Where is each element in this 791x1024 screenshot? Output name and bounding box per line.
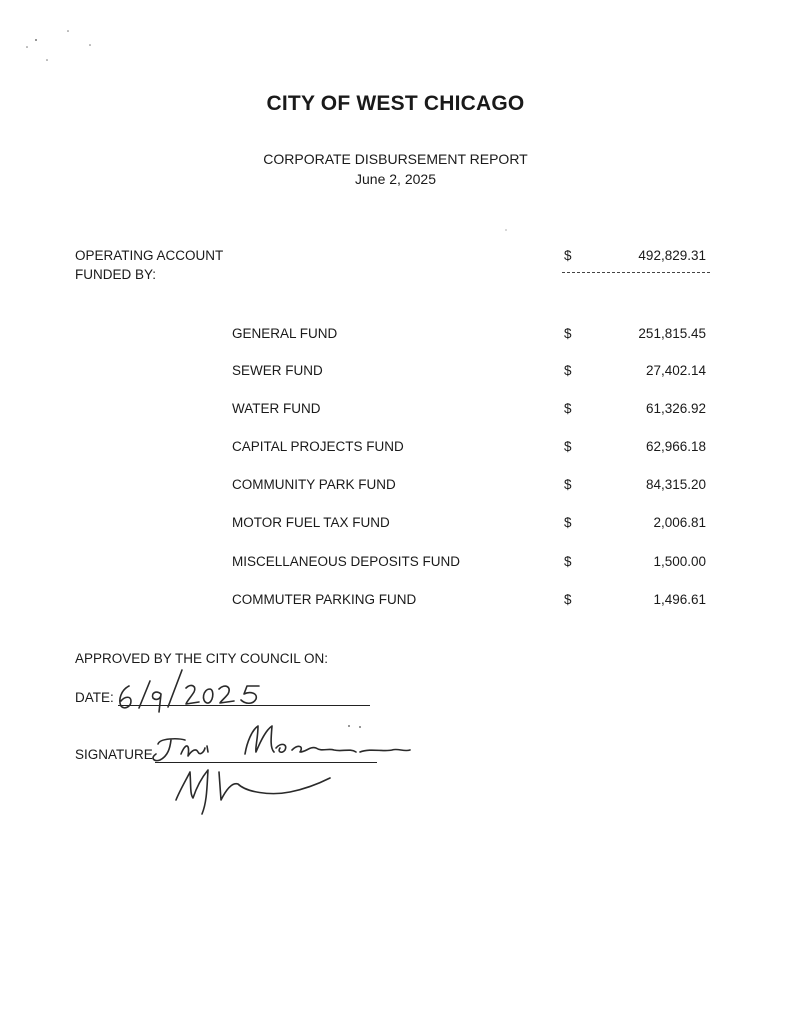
fund-currency: $ [564,363,572,378]
fund-name: COMMUTER PARKING FUND [232,592,417,607]
operating-account-currency: $ [564,248,572,263]
fund-amount: 251,815.45 [638,326,706,341]
fund-amount: 1,496.61 [653,592,706,607]
fund-name: GENERAL FUND [232,326,338,341]
fund-name: MOTOR FUEL TAX FUND [232,515,390,530]
fund-currency: $ [564,477,572,492]
fund-currency: $ [564,326,572,341]
fund-name: MISCELLANEOUS DEPOSITS FUND [232,554,461,569]
fund-currency: $ [564,554,572,569]
fund-amount: 2,006.81 [653,515,706,530]
fund-amount: 1,500.00 [653,554,706,569]
report-title: CITY OF WEST CHICAGO [266,92,525,115]
fund-amount: 62,966.18 [645,439,706,454]
fund-currency: $ [564,401,572,416]
fund-name: WATER FUND [232,401,321,416]
funded-by-label: FUNDED BY: [75,267,157,282]
fund-currency: $ [564,515,572,530]
fund-name: CAPITAL PROJECTS FUND [232,439,404,454]
fund-currency: $ [564,592,572,607]
date-label: DATE: [75,690,114,705]
operating-account-label: OPERATING ACCOUNT [75,248,224,263]
report-date: June 2, 2025 [355,171,436,187]
fund-name: SEWER FUND [232,363,323,378]
fund-amount: 61,326.92 [645,401,706,416]
operating-account-amount: 492,829.31 [638,248,706,263]
fund-amount: 84,315.20 [645,477,706,492]
fund-name: COMMUNITY PARK FUND [232,477,396,492]
fund-currency: $ [564,439,572,454]
signature-label: SIGNATURE [75,747,153,762]
approval-statement: APPROVED BY THE CITY COUNCIL ON: [75,651,329,666]
fund-amount: 27,402.14 [645,363,706,378]
report-subtitle: CORPORATE DISBURSEMENT REPORT [263,151,528,167]
